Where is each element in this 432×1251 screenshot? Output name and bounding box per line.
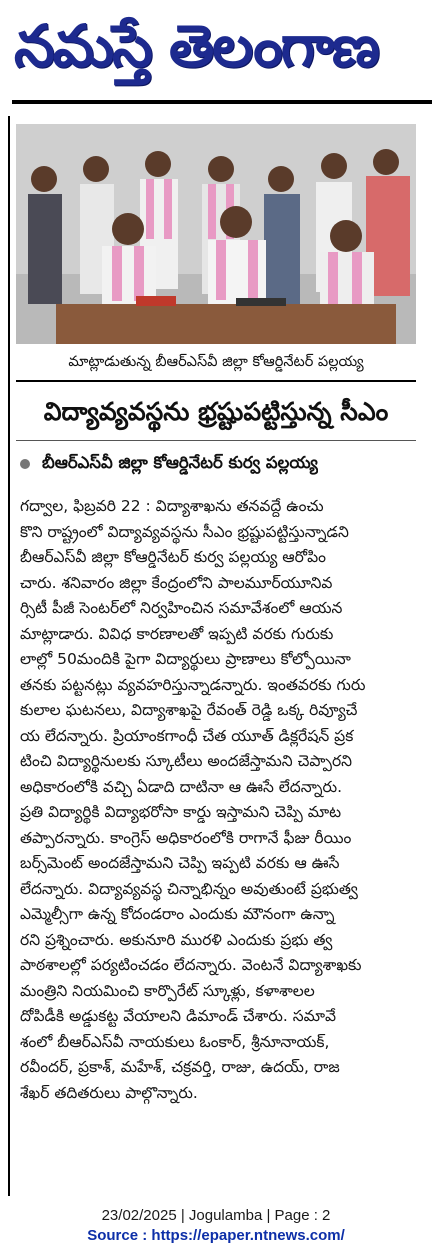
body-line: ర్సిటీ పీజీ సెంటర్‌లో నిర్వహించిన సమావేశంలో ఆయన [20,599,343,617]
body-line: శంలో బీఆర్‌ఎస్‌వీ నాయకులు ఓంకార్‌, శ్రీనూనాయక్‌, [20,1032,330,1051]
article-headline: విద్యావ్యవస్థను భ్రష్టుపట్టిస్తున్న సీఎం [43,397,389,426]
photo-caption: మాట్లాడుతున్న బీఆర్‌ఎస్‌వీ జిల్లా కోఆర్డినేటర్‌ పల్లయ్య [68,354,364,370]
page-footer [0,1206,432,1251]
masthead-divider [12,100,432,104]
body-line: ఎమ్మెల్సీగా ఉన్న కోదండరాం ఎందుకు మౌనంగా ఉన్నా [20,905,335,923]
body-line: రని ప్రశ్నించారు. అకునూరి మురళి ఎందుకు ప్రభు త్వ [20,930,333,949]
body-line: అధికారంలోకి వచ్చి ఏడాది దాటినా ఆ ఊసే లేదన్నారు. [20,777,342,796]
source-link[interactable]: Source : https://epaper.ntnews.com/ [87,1227,345,1244]
body-line: రవీందర్‌, ప్రకాశ్‌, మహేశ్‌, చక్రవర్తి, రాజు, ఉదయ్‌, రాజ [20,1058,340,1076]
body-line: టించి విద్యార్థినులకు స్కూటీలు అందజేస్తామని చెప్పారని [20,752,353,770]
body-line: తప్పారన్నారు. కాంగ్రెస్‌ అధికారంలోకి రాగానే ఫీజు రీయిం [20,828,352,847]
body-line: ప్రతి విద్యార్థికి విద్యాభరోసా కార్డు ఇస్తామని చెప్పి మాట [20,803,342,821]
body-line: దోపిడీకి అడ్డుకట్ట వేయాలని డిమాండ్‌ చేశారు. సమావే [20,1007,337,1025]
news-photo [16,124,416,344]
body-line: లేదన్నారు. విద్యావ్యవస్థ చిన్నాభిన్నం అవుతుంటే ప్రభుత్వ [20,879,358,898]
body-line: మాట్లాడారు. వివిధ కారణాలతో ఇప్పటి వరకు గురుకు [20,624,334,643]
edition-info: 23/02/2025 | Jogulamba | Page : 2 [101,1207,331,1224]
headline-divider [16,440,416,441]
subhead-text: బీఆర్‌ఎస్‌వీ జిల్లా కోఆర్డినేటర్‌ కుర్వ పల్లయ్య [42,452,318,472]
masthead [0,0,432,108]
body-line: గద్వాల, ఫిబ్రవరి 22 : విద్యాశాఖను తనవద్దే ఉంచు [20,497,324,515]
body-line: కొని రాష్ట్రంలో విద్యావ్యవస్థను సీఎం భ్రష్టుపట్టిస్తున్నాడని [20,522,349,541]
bullet-icon [20,459,30,469]
group-photo-illustration [16,124,416,344]
body-line: బర్స్‌మెంట్‌ అందజేస్తామని చెప్పి ఇప్పటి వరకు ఆ ఊసే [20,854,340,872]
column-border [8,116,10,1196]
body-line: కులాల ఘటనలు, విద్యాశాఖపై రేవంత్‌ రెడ్డి ఒక్క రివ్యూచే [20,701,358,719]
body-line: పాఠశాలల్లో పర్యటించడం లేదన్నారు. వెంటనే విద్యాశాఖకు [20,956,362,974]
body-line: చారు. శనివారం జిల్లా కేంద్రంలోని పాలమూర్‌యూనివ [20,573,333,592]
body-line: శేఖర్‌ తదితరులు పాల్గొన్నారు. [20,1083,198,1102]
newspaper-title: నమస్తే తెలంగాణ [14,12,378,80]
body-line: తనకు పట్టనట్లు వ్యవహరిస్తున్నాడన్నారు. ఇంతవరకు గురు [20,675,366,694]
article-body [20,494,416,1106]
article-subhead [20,448,416,480]
body-line: లాల్లో 50మందికి పైగా విద్యార్థులు ప్రాణాలు కోల్పోయినా [20,650,351,668]
body-line: బీఆర్‌ఎస్‌వీ జిల్లా కోఆర్డినేటర్‌ కుర్వ పల్లయ్య ఆరోపిం [20,548,326,566]
caption-divider [16,380,416,382]
body-line: మంత్రిని నియమించి కార్పొరేట్‌ స్కూళ్లు, కళాశాలల [20,981,315,1000]
body-line: య లేదన్నారు. ప్రియాంకగాంధీ చేత యూత్‌ డిక్లరేషన్‌ ప్రక [20,726,354,745]
cropped-text-fragment [150,1186,290,1196]
